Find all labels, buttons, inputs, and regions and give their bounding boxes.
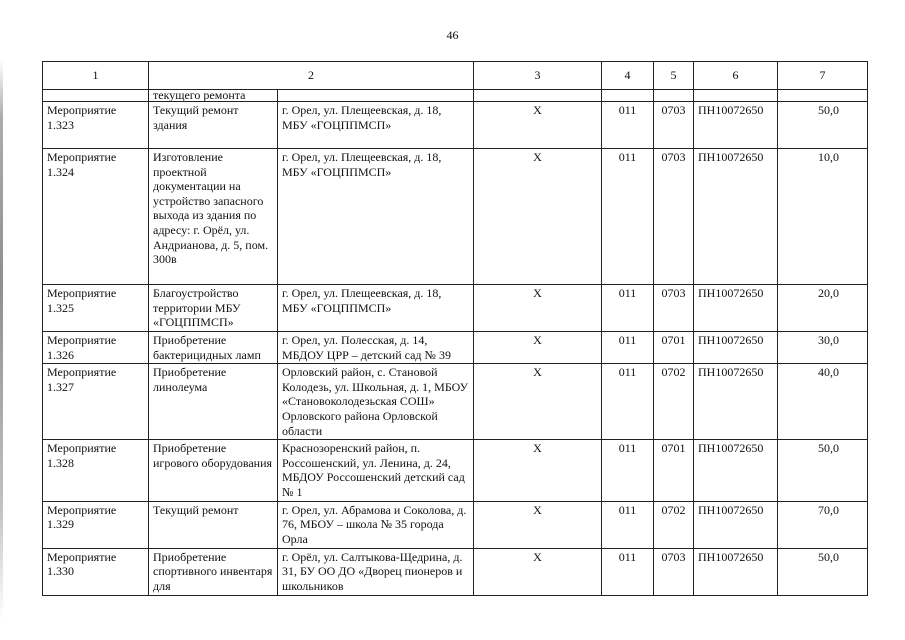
- col3-cell: Х: [474, 332, 602, 364]
- name-cell: Текущий ремонт здания: [149, 102, 278, 149]
- col7-cell: 50,0: [778, 440, 868, 501]
- continuation-row: [43, 90, 868, 102]
- table-row: [43, 548, 868, 595]
- col5-cell: 0703: [654, 102, 694, 149]
- col3-cell: Х: [474, 149, 602, 285]
- cell-empty: [474, 90, 602, 102]
- col5-cell: 0702: [654, 364, 694, 440]
- measure-cell: Мероприятие 1.324: [43, 149, 149, 285]
- col6-cell: ПН10072650: [694, 332, 778, 364]
- col5-cell: 0703: [654, 285, 694, 332]
- col5-cell: 0703: [654, 149, 694, 285]
- table-row: [43, 501, 868, 548]
- scan-edge-shadow: [0, 60, 3, 620]
- col3-cell: Х: [474, 102, 602, 149]
- cell-empty: [778, 90, 868, 102]
- col6-cell: ПН10072650: [694, 440, 778, 501]
- name-cell: Приобретение спортивного инвентаря для: [149, 548, 278, 595]
- col6-cell: ПН10072650: [694, 285, 778, 332]
- measure-cell: Мероприятие 1.323: [43, 102, 149, 149]
- address-cell: Орловский район, с. Становой Колодезь, ул. Школьная, д. 1, МБОУ «Становоколодезьская СОШ» Орловского района Орловской области: [278, 364, 474, 440]
- table-row: [43, 440, 868, 501]
- address-cell: г. Орел, ул. Абрамова и Соколова, д. 76, МБОУ – школа № 35 города Орла: [278, 501, 474, 548]
- name-cell: Изготовление проектной документации на устройство запасного выхода из здания по адресу: г. Орёл, ул. Андрианова, д. 5, пом. 300в: [149, 149, 278, 285]
- table-row: [43, 149, 868, 285]
- header-col-1: 1: [43, 62, 149, 90]
- table-row: [43, 285, 868, 332]
- col7-cell: 10,0: [778, 149, 868, 285]
- col7-cell: 40,0: [778, 364, 868, 440]
- cell-empty: [602, 90, 654, 102]
- measure-cell: Мероприятие 1.328: [43, 440, 149, 501]
- col3-cell: Х: [474, 285, 602, 332]
- measure-cell: Мероприятие 1.327: [43, 364, 149, 440]
- table-row: [43, 332, 868, 364]
- cell-empty: [278, 90, 474, 102]
- col6-cell: ПН10072650: [694, 501, 778, 548]
- header-col-4: 4: [602, 62, 654, 90]
- col5-cell: 0703: [654, 548, 694, 595]
- col5-cell: 0701: [654, 440, 694, 501]
- col4-cell: 011: [602, 332, 654, 364]
- cell-empty: [654, 90, 694, 102]
- column-number-header-row: [43, 62, 868, 90]
- col6-cell: ПН10072650: [694, 102, 778, 149]
- header-col-2: 2: [149, 62, 474, 90]
- table-row: [43, 102, 868, 149]
- cell-empty: [694, 90, 778, 102]
- measure-cell: Мероприятие 1.326: [43, 332, 149, 364]
- header-col-7: 7: [778, 62, 868, 90]
- budget-measures-table: [42, 61, 868, 596]
- address-cell: г. Орел, ул. Плещеевская, д. 18, МБУ «ГОЦППМСП»: [278, 102, 474, 149]
- col3-cell: Х: [474, 364, 602, 440]
- page-number: 46: [446, 28, 459, 42]
- col3-cell: Х: [474, 548, 602, 595]
- address-cell: Краснозоренский район, п. Россошенский, ул. Ленина, д. 24, МБДОУ Россошенский детский сад № 1: [278, 440, 474, 501]
- col4-cell: 011: [602, 440, 654, 501]
- address-cell: г. Орел, ул. Плещеевская, д. 18, МБУ «ГОЦППМСП»: [278, 149, 474, 285]
- col4-cell: 011: [602, 149, 654, 285]
- table-row: [43, 364, 868, 440]
- header-col-5: 5: [654, 62, 694, 90]
- col4-cell: 011: [602, 285, 654, 332]
- name-cell: Благоустройство территории МБУ «ГОЦППМСП»: [149, 285, 278, 332]
- col4-cell: 011: [602, 102, 654, 149]
- col7-cell: 50,0: [778, 102, 868, 149]
- col3-cell: Х: [474, 501, 602, 548]
- continuation-text: текущего ремонта: [149, 90, 278, 102]
- address-cell: г. Орел, ул. Плещеевская, д. 18, МБУ «ГОЦППМСП»: [278, 285, 474, 332]
- col4-cell: 011: [602, 548, 654, 595]
- measure-cell: Мероприятие 1.329: [43, 501, 149, 548]
- cell-empty: [43, 90, 149, 102]
- col6-cell: ПН10072650: [694, 364, 778, 440]
- col5-cell: 0701: [654, 332, 694, 364]
- col7-cell: 50,0: [778, 548, 868, 595]
- name-cell: Приобретение бактерицидных ламп: [149, 332, 278, 364]
- measure-cell: Мероприятие 1.325: [43, 285, 149, 332]
- name-cell: Приобретение игрового оборудования: [149, 440, 278, 501]
- col3-cell: Х: [474, 440, 602, 501]
- address-cell: г. Орёл, ул. Салтыкова-Щедрина, д. 31, БУ ОО ДО «Дворец пионеров и школьников: [278, 548, 474, 595]
- col7-cell: 30,0: [778, 332, 868, 364]
- measure-cell: Мероприятие 1.330: [43, 548, 149, 595]
- col6-cell: ПН10072650: [694, 548, 778, 595]
- col4-cell: 011: [602, 364, 654, 440]
- col7-cell: 20,0: [778, 285, 868, 332]
- name-cell: Приобретение линолеума: [149, 364, 278, 440]
- address-cell: г. Орел, ул. Полесская, д. 14, МБДОУ ЦРР – детский сад № 39: [278, 332, 474, 364]
- col5-cell: 0702: [654, 501, 694, 548]
- col7-cell: 70,0: [778, 501, 868, 548]
- col4-cell: 011: [602, 501, 654, 548]
- col6-cell: ПН10072650: [694, 149, 778, 285]
- name-cell: Текущий ремонт: [149, 501, 278, 548]
- header-col-6: 6: [694, 62, 778, 90]
- header-col-3: 3: [474, 62, 602, 90]
